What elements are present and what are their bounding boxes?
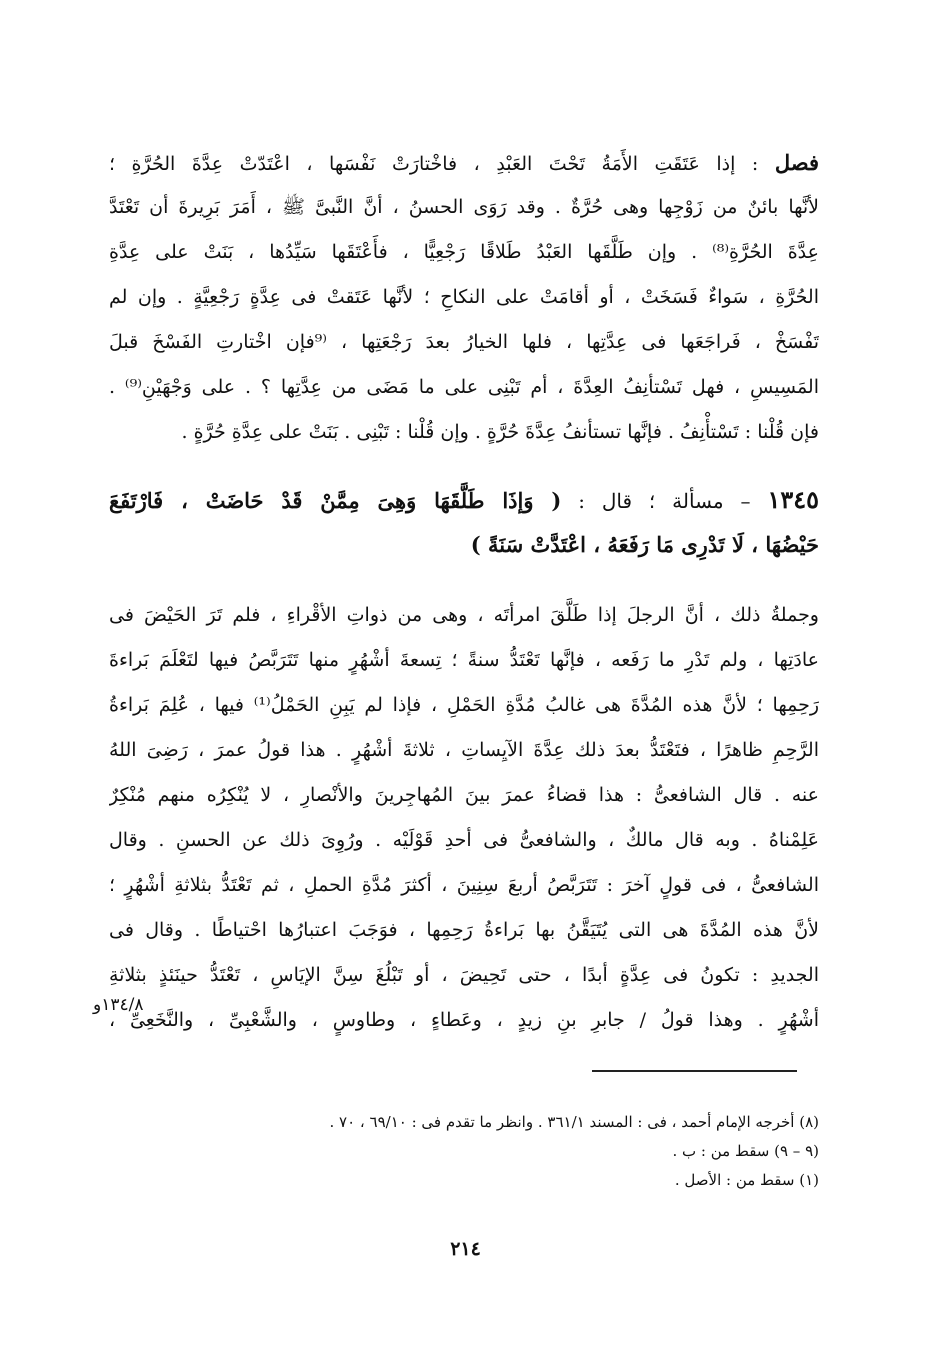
- footnote-1: (١) سقط من : الأصل .: [674, 1171, 819, 1189]
- page-number: ٢١٤: [450, 1238, 481, 1260]
- fasl-line-4: الحُرَّةِ ، سَواءٌ فَسَخَتْ ، أو أقامَتْ على النكاحِ ؛ لأنَّها عَتَقتْ فى عِدَّةٍ رَجْعِيَّةٍ . وإن لم: [109, 286, 819, 308]
- body-line-10: أشْهُرٍ . وهذا قولُ / جابرِ بنِ زيدٍ ، وعَطاءٍ ، وطاوسٍ ، والشَّعْبِىِّ ، والنَّخَعِىِّ ،: [109, 1009, 819, 1031]
- footnote-separator: [592, 1070, 797, 1072]
- footnote-9: (٩ – ٩) سقط من : ب .: [672, 1142, 819, 1160]
- masala-line-1: [109, 477, 819, 522]
- body-line-4: الرَّحِمِ ظاهرًا ، فتَعْتَدُّ بعدَ ذلك عِدَّةَ الآيِساتِ ، ثلاثةَ أشْهُرٍ . هذا قولُ عمرَ ، رَضِىَ اللهُ: [109, 739, 819, 761]
- fasl-line-5: تَفْسَخْ ، فَراجَعَها فى عِدَّتِها ، فلها الخيارُ بعدَ رَجْعَتِها ، ⁽⁹فإن اخْتارتِ الفَسْخَ قبلَ: [109, 331, 819, 353]
- fasl-section: [109, 140, 819, 455]
- footnotes: [299, 1108, 819, 1195]
- fasl-line-1-text: : إذا عَتَقَتِ الأَمَةُ تَحْتَ العَبْدِ ، فاخْتارَتْ نَفْسَها ، اعْتَدّتْ عِدَّةَ الحُرَّةِ ؛: [109, 153, 759, 175]
- body-paragraph: [109, 593, 819, 1043]
- fasl-line-6: المَسِيسِ ، فهل تَسْتأنِفُ العِدَّةَ ، أم تَبْنِى على ما مَضَى من عِدَّتِها ؟ . على وَجْهَيْنِ⁽⁹⁾ .: [109, 376, 819, 398]
- body-line-9: الجديدِ : تكونُ فى عِدَّةٍ أبدًا ، حتى تَحِيضَ ، أو تَبْلُغَ سِنَّ الإيَاسِ ، تَعْتَدُّ حينَئذٍ بثلاثةِ: [109, 964, 819, 986]
- margin-reference: ١٣٤/٨و: [93, 995, 144, 1015]
- masala-heading: [109, 477, 819, 567]
- masala-quote-2: حَيْضُهَا ، لَا تَدْرِى مَا رَفَعَهُ ، اعْتَدَّتْ سَنَةً ): [470, 532, 819, 557]
- body-line-8: لأنَّ هذه المُدَّةَ هى التى يُتَيَقَّنُ بها بَراءةُ رَحِمِها ، فوَجَبَ اعتبارُها احْتياطًا . وقال فى: [109, 919, 819, 941]
- body-line-7: الشافعىُّ ، فى قولٍ آخرَ : تَتَرَبَّصُ أربعَ سِنِينَ ، أكثرَ مُدَّةِ الحملِ ، ثم تَعْتَدُّ بثلاثةِ أشْهُرٍ ؛: [109, 874, 819, 896]
- fasl-line-2: لأنَّها بائنٌ من زَوْجِها وهى حُرَّةٌ . وقد رَوَى الحسنُ ، أنَّ النَّبىَّ ﷺ ، أَمَرَ بَرِيرةَ أن تَعْتَدَّ: [109, 196, 819, 218]
- body-line-1: وجملةُ ذلك ، أنَّ الرجلَ إذا طَلَّقَ امرأتَه ، وهى من ذواتِ الأقْراءِ ، فلم تَرَ الحَيْضَ فى: [109, 604, 819, 626]
- masala-quote-1: ( وَإذَا طَلَّقَهَا وَهِىَ مِمَّنْ قَدْ حَاضَتْ ، فَارْتَفَعَ: [109, 488, 562, 513]
- footnote-8: (٨) أخرجه الإمام أحمد ، فى : المسند ٣٦١/١ . وانظر ما تقدم فى : ٦٩/١٠ ، ٧٠ .: [329, 1113, 819, 1131]
- body-line-5: عنه . قال الشافعىُّ : هذا قضاءُ عمرَ بينَ المُهاجِرينَ والأنْصارِ ، لا يُنْكِرُه منهم مُنْكِرٌ: [109, 784, 819, 806]
- masala-number: ١٣٤٥: [767, 485, 819, 514]
- body-line-6: عَلِمْناهُ . وبه قال مالكٌ ، والشافعىُّ فى أحدِ قَوْلَيْه . ورُوِىَ ذلك عن الحسنِ . وقال: [109, 829, 819, 851]
- fasl-line-7: فإن قُلْنا : تَسْتأْنِفُ . فإنَّها تستأنفُ عِدَّةَ حُرَّةٍ . وإن قُلْنا : تَبْنِى . بَنَتْ على عِدَّةِ حُرَّةٍ .: [181, 421, 819, 443]
- body-line-2: عادَتِها ، ولم تَدْرِ ما رَفَعه ، فإنَّها تَعْتَدُّ سنةً ؛ تِسعةَ أشْهُرٍ منها تَتَرَبَّصُ فيها لتَعْلَمَ بَراءةَ: [109, 649, 819, 671]
- masala-label: – مسألة ؛ قال :: [578, 489, 751, 513]
- body-line-3: رَحِمِها ؛ لأنَّ هذه المُدَّةَ هى غالبُ مُدَّةِ الحَمْلِ ، فإذا لم يَبِنِ الحَمْلُ⁽¹⁾ فيها ، عُلِمَ بَراءةُ: [109, 694, 819, 716]
- fasl-line-1: [109, 140, 819, 185]
- fasl-line-3: عِدَّةَ الحُرَّةِ⁽⁸⁾ . وإن طَلَّقَها العَبْدُ طَلاقًا رَجْعِيًّا ، فأَعْتَقَها سَيِّدُها ، بَنَتْ على عِدَّةِ: [109, 241, 819, 263]
- fasl-heading: فصل: [774, 150, 819, 175]
